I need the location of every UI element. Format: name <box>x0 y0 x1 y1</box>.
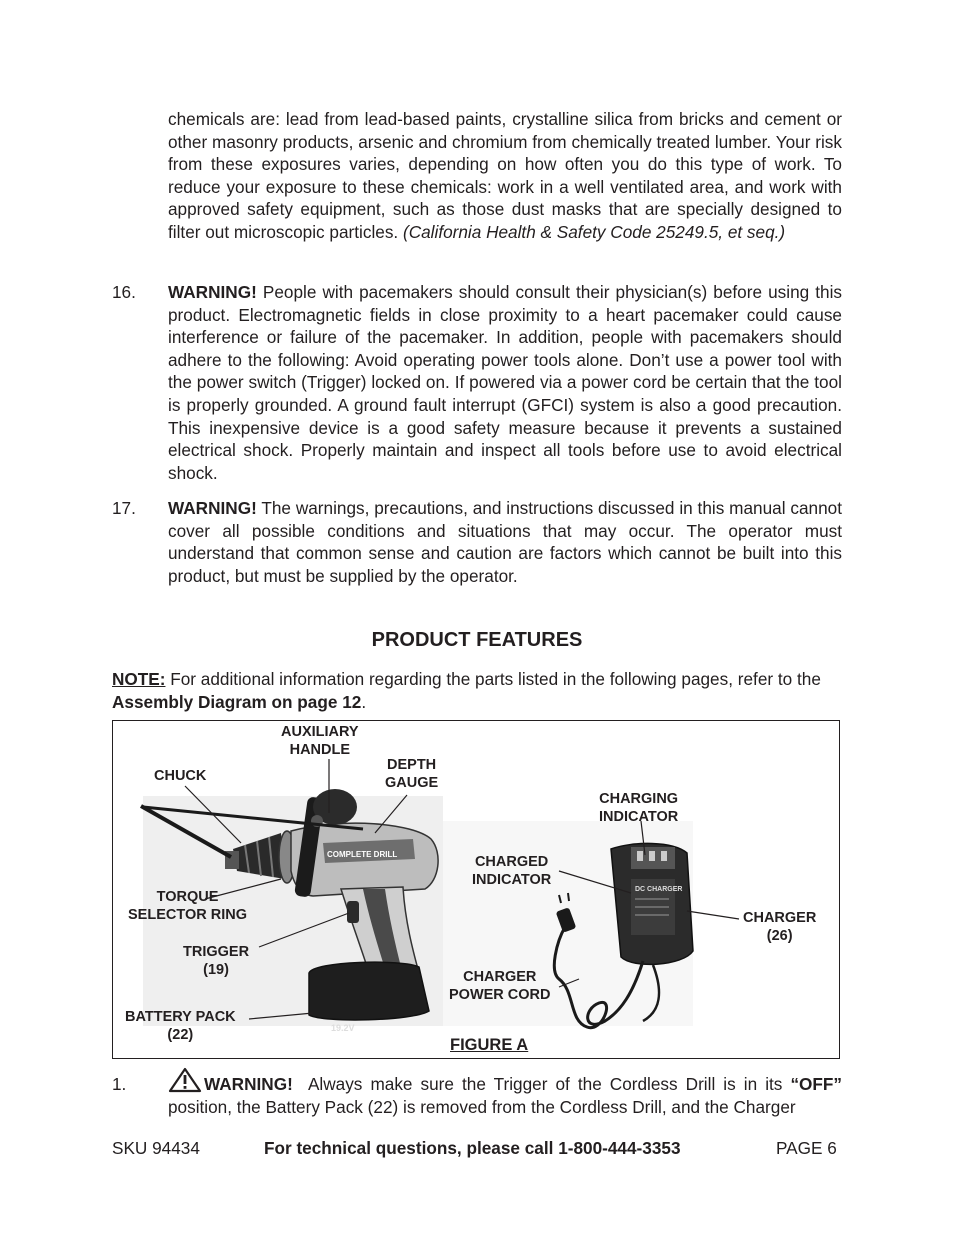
item-16-paragraph <box>168 281 842 484</box>
footer-sku: SKU 94434 <box>112 1138 200 1158</box>
label-depth-gauge: DEPTH GAUGE <box>385 757 439 791</box>
label-charger-power-cord: CHARGER POWER CORD <box>449 969 551 1003</box>
figure-a <box>112 720 840 1059</box>
step-1-warning: WARNING! <box>204 1074 293 1094</box>
intro-paragraph <box>168 108 842 244</box>
label-charging-indicator: CHARGING INDICATOR <box>599 791 679 825</box>
step-1-off: “OFF” <box>790 1074 843 1094</box>
charger-brand: DC CHARGER <box>635 886 683 893</box>
step-1-text-continued: position, the Battery Pack (22) is removed from the Cordless Drill, and the Charger <box>168 1096 796 1117</box>
label-charger: CHARGER (26) <box>743 910 817 944</box>
item-16-text: People with pacemakers should consult their physician(s) before using this product. Electromagnetic fields in close proximity to a heart pacemaker could cause interference or failure of the pacemaker. In addition, people with pacemakers should adhere to the following: Avoid operating power tools alone. Don’t use a power tool with the power switch (Trigger) locked on. If powered via a power cord be certain that the tool is properly grounded. A ground fault interrupt (GFCI) system is also a good precaution. This inexpensive device is a good safety measure because it prevents a sustained electrical shock. Properly maintain and inspect all tools before use to avoid electrical shock. <box>168 282 842 483</box>
intro-text: chemicals are: lead from lead-based paints, crystalline silica from bricks and cement or other masonry products, arsenic and chromium from chemically treated lumber. Your risk from these exposures varies, depending on how often you do this type of work. To reduce your exposure to these chemicals: work in a well ventilated area, and work with approved safety equipment, such as those dust masks that are specially designed to filter out microscopic particles. <box>168 109 842 242</box>
item-17-text: The warnings, precautions, and instructions discussed in this manual cannot cover all possible conditions and situations that may occur. The operator must understand that common sense and caution are factors which cannot be built into this product, but must be supplied by the operator. <box>168 498 842 586</box>
note-reference: Assembly Diagram on page 12 <box>112 691 362 712</box>
label-charged-indicator: CHARGED INDICATOR <box>472 854 552 888</box>
note-text: For additional information regarding the parts listed in the following pages, refer to the <box>170 669 821 689</box>
item-16-warning: WARNING! <box>168 282 257 302</box>
label-battery-pack: BATTERY PACK (22) <box>125 1009 236 1043</box>
item-16-number: 16. <box>112 282 136 302</box>
footer-page-number: PAGE 6 <box>776 1138 837 1158</box>
step-1-number: 1. <box>112 1074 127 1094</box>
intro-citation: (California Health & Safety Code 25249.5, et seq.) <box>402 221 786 242</box>
section-title: PRODUCT FEATURES <box>371 629 583 651</box>
item-17-warning: WARNING! <box>168 498 257 518</box>
note-end: . <box>361 691 367 712</box>
battery-voltage: 19.2V <box>331 1023 355 1033</box>
step-1-text: Always make sure the Trigger of the Cordless Drill is in its <box>307 1074 783 1094</box>
footer-phone: For technical questions, please call 1-800-444-3353 <box>264 1138 681 1158</box>
label-trigger: TRIGGER (19) <box>183 944 250 978</box>
drill-brand: COMPLETE DRILL <box>327 850 398 859</box>
item-17-paragraph <box>168 497 842 587</box>
label-auxiliary-handle: AUXILIARY HANDLE <box>281 724 359 758</box>
label-chuck: CHUCK <box>154 768 207 784</box>
note-label: NOTE: <box>112 669 166 689</box>
label-torque-selector-ring: TORQUE SELECTOR RING <box>128 889 247 923</box>
figure-caption: FIGURE A <box>450 1036 529 1054</box>
step-1-paragraph <box>168 1073 842 1118</box>
note-paragraph <box>112 668 842 713</box>
item-17-number: 17. <box>112 498 136 518</box>
